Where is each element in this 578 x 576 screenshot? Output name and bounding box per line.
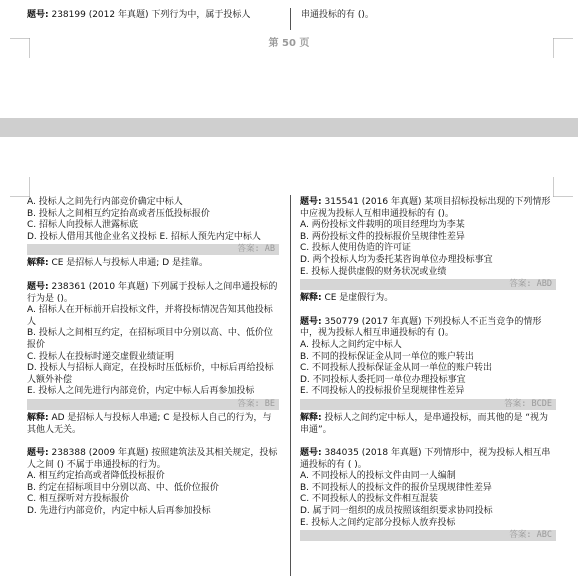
option: B. 不同的投标保证金从同一单位的账户转出 [300, 351, 474, 362]
question-text: 238199 (2012 年真题) 下列行为中，属于投标人 [48, 10, 251, 20]
explanation-label: 解释: [27, 258, 49, 269]
question-label: 题号: [27, 448, 49, 459]
option: A. 两份投标文件载明的项目经理均为李某 [300, 220, 465, 231]
column-divider [290, 8, 291, 30]
crop-mark-icon [553, 38, 573, 58]
option: A. 招标人在开标前开启投标文件，并将投标情况告知其他投标人 [27, 305, 273, 327]
page-gap [0, 118, 578, 137]
explanation-text: CE 是招标人与投标人串通; D 是挂靠。 [48, 258, 208, 269]
explanation [27, 258, 279, 270]
question-text: 238388 (2009 年真题) 按照建筑法及其相关规定，投标人之间 () 不属于串通投标的行为。 [27, 448, 278, 470]
question-text: 384035 (2018 年真题) 下列情形中，视为投标人相互串通投标的有 ( )。 [300, 448, 551, 470]
question-head [300, 317, 556, 340]
question-label: 题号: [300, 197, 322, 207]
question-text: 315541 (2016 年真题) 某项目招标投标出现的下列情形中应视为投标人互相串通投标的有 ()。 [300, 197, 551, 219]
crop-mark-icon [553, 177, 573, 197]
option: D. 先进行内部竞价，内定中标人后再参加投标 [27, 506, 211, 517]
answer-bar: 答案: ABC [300, 530, 556, 541]
question-block [27, 197, 279, 270]
option: C. 相互探听对方投标报价 [27, 494, 130, 505]
option: B. 两份投标文件的投标报价呈规律性差异 [300, 231, 465, 242]
option: A. 投标人之间约定中标人 [300, 339, 402, 350]
explanation-text: AD 是招标人与投标人串通; C 是投标人自己的行为，与其他人无关。 [27, 412, 272, 435]
crop-mark-icon [10, 38, 30, 58]
option: B. 投标人之间相互约定抬高或者压低投标报价 [27, 208, 210, 219]
column-divider [290, 195, 291, 576]
question-label: 题号: [27, 281, 49, 292]
option: A. 相互约定抬高或者降低投标报价 [27, 471, 165, 482]
explanation [300, 293, 556, 305]
explanation-text: CE 是虚假行为。 [321, 293, 394, 304]
answer-bar: 答案: BE [27, 399, 279, 410]
option: B. 约定在招标项目中分别以高、中、低价位报价 [27, 482, 219, 493]
question-block [27, 448, 279, 518]
answer-bar: 答案: AB [27, 244, 279, 255]
question-block [300, 448, 556, 541]
question-text: 238361 (2010 年真题) 下列属于投标人之间串通投标的行为是 ()。 [27, 281, 278, 304]
option: E. 投标人之间约定部分投标人放弃投标 [300, 517, 456, 528]
question-head [300, 448, 556, 471]
question-label: 题号: [27, 10, 49, 20]
option: B. 不同投标人的投标文件的报价呈现规律性差异 [300, 482, 492, 493]
crop-mark-icon [10, 177, 30, 197]
question-block [300, 197, 556, 305]
option: D. 投标人借用其他企业名义投标 E. 招标人预先内定中标人 [27, 231, 261, 242]
question-head [27, 448, 279, 471]
option: D. 投标人与招标人商定，在投标时压低标价，中标后再给投标人额外补偿 [27, 363, 274, 385]
option: E. 投标人提供虚假的财务状况或业绩 [300, 266, 447, 277]
question-head-left [27, 10, 283, 22]
option: D. 两个投标人均为委托某咨询单位办理投标事宜 [300, 254, 493, 265]
explanation-label: 解释: [300, 293, 322, 304]
previous-page [0, 0, 578, 118]
option: D. 属于同一组织的成员按照该组织要求协同投标 [300, 506, 493, 517]
answer-bar: 答案: ABD [300, 279, 556, 290]
option: C. 招标人向投标人泄露标底 [27, 220, 139, 231]
question-head [27, 282, 279, 305]
question-head [300, 197, 556, 220]
explanation-label: 解释: [300, 412, 322, 423]
question-label: 题号: [300, 316, 322, 327]
question-block [27, 282, 279, 436]
option: C. 投标人使用伪造的许可证 [300, 243, 412, 254]
option: A. 投标人之间先行内部竞价确定中标人 [27, 197, 183, 207]
question-block [300, 317, 556, 436]
question-label: 题号: [300, 448, 322, 459]
option: A. 不同投标人的投标文件由同一人编制 [300, 471, 456, 482]
option: C. 不同投标人投标保证金从同一单位的账户转出 [300, 363, 493, 374]
page-number: 第 50 页 [268, 38, 310, 49]
option: B. 投标人之间相互约定，在招标项目中分别以高、中、低价位报价 [27, 328, 273, 350]
right-column [300, 197, 556, 544]
explanation [300, 413, 556, 436]
explanation [27, 413, 279, 436]
answer-bar: 答案: BCDE [300, 399, 556, 410]
question-text: 350779 (2017 年真题) 下列投标人不正当竞争的情形中，视为投标人相互串通投标的有 ()。 [300, 316, 542, 339]
question-head-right [301, 10, 551, 22]
left-column [27, 197, 279, 521]
option: D. 不同投标人委托同一单位办理投标事宜 [300, 374, 466, 385]
option: E. 投标人之间先进行内部竞价，内定中标人后再参加投标 [27, 386, 255, 397]
explanation-label: 解释: [27, 412, 49, 423]
question-text: 串通投标的有 ()。 [301, 10, 374, 20]
option: C. 不同投标人的投标文件相互混装 [300, 494, 439, 505]
explanation-text: 投标人之间约定中标人，是串通投标，而其他的是 “视为串通”。 [300, 412, 548, 435]
current-page [0, 137, 578, 576]
option: E. 不同投标人的投标报价呈现规律性差异 [300, 386, 465, 397]
option: C. 投标人在投标时递交虚假业绩证明 [27, 351, 175, 362]
